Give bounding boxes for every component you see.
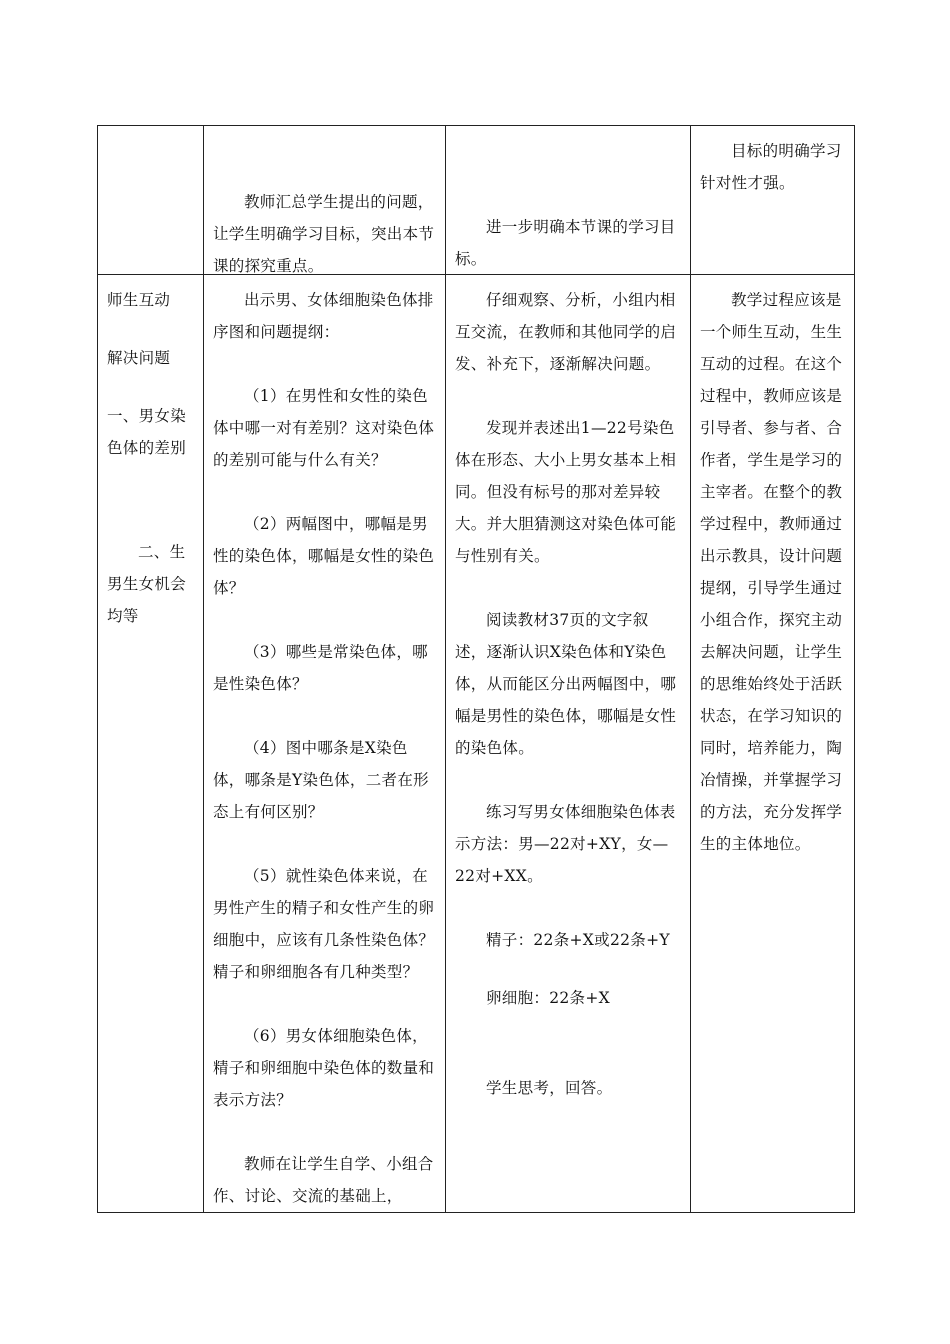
design-intent-text: 目标的明确学习针对性才强。 bbox=[700, 142, 842, 192]
section-heading-1: 一、男女染色体的差别 bbox=[107, 407, 187, 457]
table-cell-design-intent bbox=[691, 126, 855, 275]
stage-title: 师生互动 bbox=[107, 291, 171, 309]
stage-subtitle: 解决问题 bbox=[107, 349, 171, 367]
table-cell-teacher-activity bbox=[204, 275, 446, 1213]
question-1: （1）在男性和女性的染色体中哪一对有差别？这对染色体的差别可能与什么有关？ bbox=[213, 387, 435, 469]
teacher-intro-text: 出示男、女体细胞染色体排序图和问题提纲： bbox=[213, 291, 434, 341]
question-3: （3）哪些是常染色体，哪是性染色体？ bbox=[213, 643, 428, 693]
question-2: （2）两幅图中，哪幅是男性的染色体，哪幅是女性的染色体？ bbox=[213, 515, 435, 597]
teacher-closing-text: 教师在让学生自学、小组合作、讨论、交流的基础上， bbox=[213, 1155, 434, 1205]
table-cell-stage bbox=[98, 126, 204, 275]
table-row bbox=[98, 126, 855, 275]
student-paragraph-4: 练习写男女体细胞染色体表示方法：男—22对+XY，女—22对+XX。 bbox=[455, 803, 676, 885]
teacher-summary-text: 教师汇总学生提出的问题，让学生明确学习目标，突出本节课的探究重点。 bbox=[213, 193, 435, 275]
table-cell-student-activity bbox=[446, 126, 691, 275]
student-paragraph-3: 阅读教材37页的文字叙述，逐渐认识X染色体和Y染色体，从而能区分出两幅图中，哪幅是男性的染色体，哪幅是女性的染色体。 bbox=[455, 611, 677, 757]
sperm-notation: 精子：22条+X或22条+Y bbox=[486, 931, 670, 949]
lesson-plan-table bbox=[97, 125, 855, 1213]
section-heading-2: 二、生男生女机会均等 bbox=[107, 543, 187, 625]
table-cell-teacher-activity bbox=[204, 126, 446, 275]
student-answer-text: 学生思考，回答。 bbox=[486, 1079, 613, 1097]
egg-notation: 卵细胞：22条+X bbox=[486, 989, 610, 1007]
table-row bbox=[98, 275, 855, 1213]
question-4: （4）图中哪条是X染色体，哪条是Y染色体，二者在形态上有何区别？ bbox=[213, 739, 429, 821]
table-cell-stage bbox=[98, 275, 204, 1213]
student-paragraph-1: 仔细观察、分析，小组内相互交流，在教师和其他同学的启发、补充下，逐渐解决问题。 bbox=[455, 291, 677, 373]
question-5: （5）就性染色体来说，在男性产生的精子和女性产生的卵细胞中，应该有几条性染色体？精子和卵细胞各有几种类型？ bbox=[213, 867, 435, 981]
question-6: （6）男女体细胞染色体，精子和卵细胞中染色体的数量和表示方法？ bbox=[213, 1027, 435, 1109]
design-intent-paragraph: 教学过程应该是一个师生互动，生生互动的过程。在这个过程中，教师应该是引导者、参与者、合作者，学生是学习的主宰者。在整个的教学过程中，教师通过出示教具，设计问题提纲，引导学生通过小组合作，探究主动去解决问题，让学生的思维始终处于活跃状态，在学习知识的同时，培养能力，陶冶情操，并掌握学习的方法，充分发挥学生的主体地位。 bbox=[700, 291, 843, 853]
table-cell-design-intent bbox=[691, 275, 855, 1213]
table-cell-student-activity bbox=[446, 275, 691, 1213]
student-goal-text: 进一步明确本节课的学习目标。 bbox=[455, 218, 676, 268]
student-paragraph-2: 发现并表述出1—22号染色体在形态、大小上男女基本上相同。但没有标号的那对差异较大。并大胆猜测这对染色体可能与性别有关。 bbox=[455, 419, 677, 565]
